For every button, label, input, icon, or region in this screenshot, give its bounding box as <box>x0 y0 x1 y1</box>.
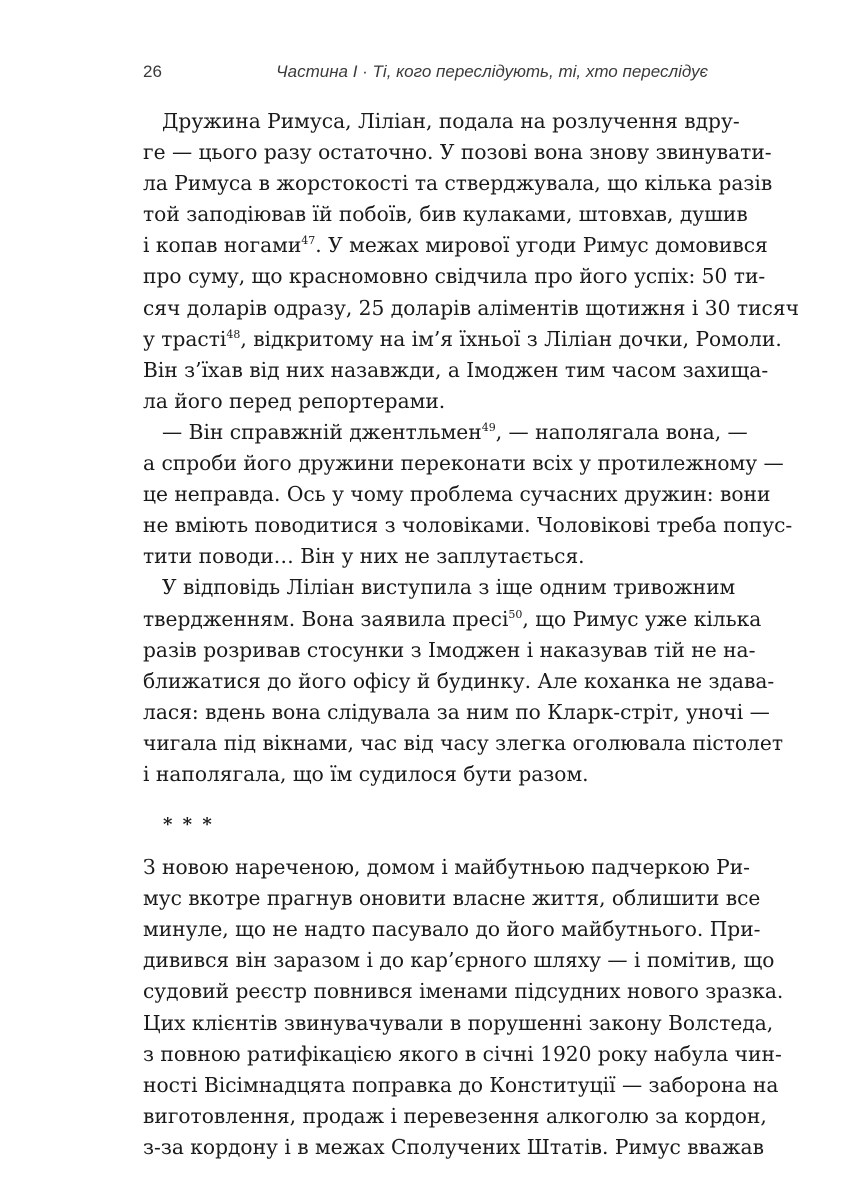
text-line: і наполягала, що їм судилося бути разом. <box>143 761 589 786</box>
text-line: сяч доларів одразу, 25 доларів аліментів щотижня і 30 тисяч <box>143 295 799 320</box>
text-line: чигала під вікнами, час від часу злегка оголювала пістолет <box>143 730 783 755</box>
text-line: з-за кордону і в межах Сполучених Штатів. Римус вважав <box>143 1134 764 1159</box>
text-line: ближатися до його офісу й будинку. Але коханка не здава- <box>143 668 775 693</box>
text-line: ла Римуса в жорстокості та стверджувала, що кілька разів <box>143 171 773 196</box>
text-line: Він з’їхав від них назавжди, а Імоджен тим часом захища- <box>143 357 769 382</box>
book-page <box>143 0 799 1200</box>
text-line: разів розривав стосунки з Імоджен і наказував тій не на- <box>143 637 756 662</box>
paragraph <box>143 852 784 1163</box>
text-line: тити поводи… Він у них не заплутається. <box>143 544 585 569</box>
text-line: дивився він заразом і до кар’єрного шляху — і помітив, що <box>143 948 775 973</box>
text-line: ла його перед репортерами. <box>143 388 446 413</box>
text-line: а спроби його дружини переконати всіх у протилежному — <box>143 451 784 476</box>
text-line: У відповідь Ліліан виступила з іще одним тривожним <box>162 575 736 600</box>
text-line: мус вкотре прагнув оновити власне життя, облишити все <box>143 886 761 911</box>
text-line: ге — цього разу остаточно. У позові вона знову звинувати- <box>143 140 772 165</box>
paragraph <box>143 417 793 572</box>
text-line: з повною ратифікацією якого в січні 1920 року набула чин- <box>143 1041 782 1066</box>
text-line: ності Вісімнадцята поправка до Конституції — заборона на <box>143 1072 779 1097</box>
text-line: той заподіював їй побоїв, бив кулаками, штовхав, душив <box>143 202 748 227</box>
spacer <box>143 790 708 810</box>
text-line: не вміють поводитися з чоловіками. Чоловікові треба попус- <box>143 513 793 538</box>
paragraph <box>143 106 799 417</box>
section-separator: * * * <box>163 814 214 836</box>
text-line: — Він справжній джентльмен$^{49}$, — наполягала вона, — <box>162 419 748 444</box>
page-number: 26 <box>143 62 162 81</box>
text-line: Дружина Римуса, Ліліан, подала на розлучення вдру- <box>162 109 740 133</box>
text-line: лася: вдень вона слідувала за ним по Кларк-стріт, уночі — <box>143 699 770 724</box>
text-line: З новою нареченою, домом і майбутньою падчеркою Ри- <box>143 855 750 880</box>
paragraph <box>143 572 783 790</box>
footnote-ref[interactable]: 50 <box>508 607 523 621</box>
footnote-ref[interactable]: 49 <box>481 420 496 434</box>
footnote-ref[interactable]: 48 <box>226 327 241 341</box>
text-line: твердженням. Вона заявила пресі$^{50}$, що Римус уже кілька <box>143 606 762 631</box>
running-title: Частина І · Ті, кого переслідують, ті, хто переслідує <box>276 62 708 81</box>
spacer <box>143 840 708 852</box>
text-line: Цих клієнтів звинувачували в порушенні закону Волстеда, <box>143 1010 774 1035</box>
body-text <box>143 106 799 1163</box>
text-line: у трасті$^{48}$, відкритому на ім’я їхньої з Ліліан дочки, Ромоли. <box>143 326 782 351</box>
text-line: і копав ногами$^{47}$. У межах мирової угоди Римус домовився <box>143 233 768 258</box>
running-head <box>143 62 708 86</box>
text-line: минуле, що не надто пасувало до його майбутнього. При- <box>143 917 761 942</box>
footnote-ref[interactable]: 47 <box>301 234 316 248</box>
text-line: судовий реєстр повнився іменами підсудних нового зразка. <box>143 979 784 1004</box>
text-line: це неправда. Ось у чому проблема сучасних дружин: вони <box>143 482 771 507</box>
text-line: виготовлення, продаж і перевезення алкоголю за кордон, <box>143 1103 767 1128</box>
text-line: про суму, що красномовно свідчила про його успіх: 50 ти- <box>143 264 766 289</box>
